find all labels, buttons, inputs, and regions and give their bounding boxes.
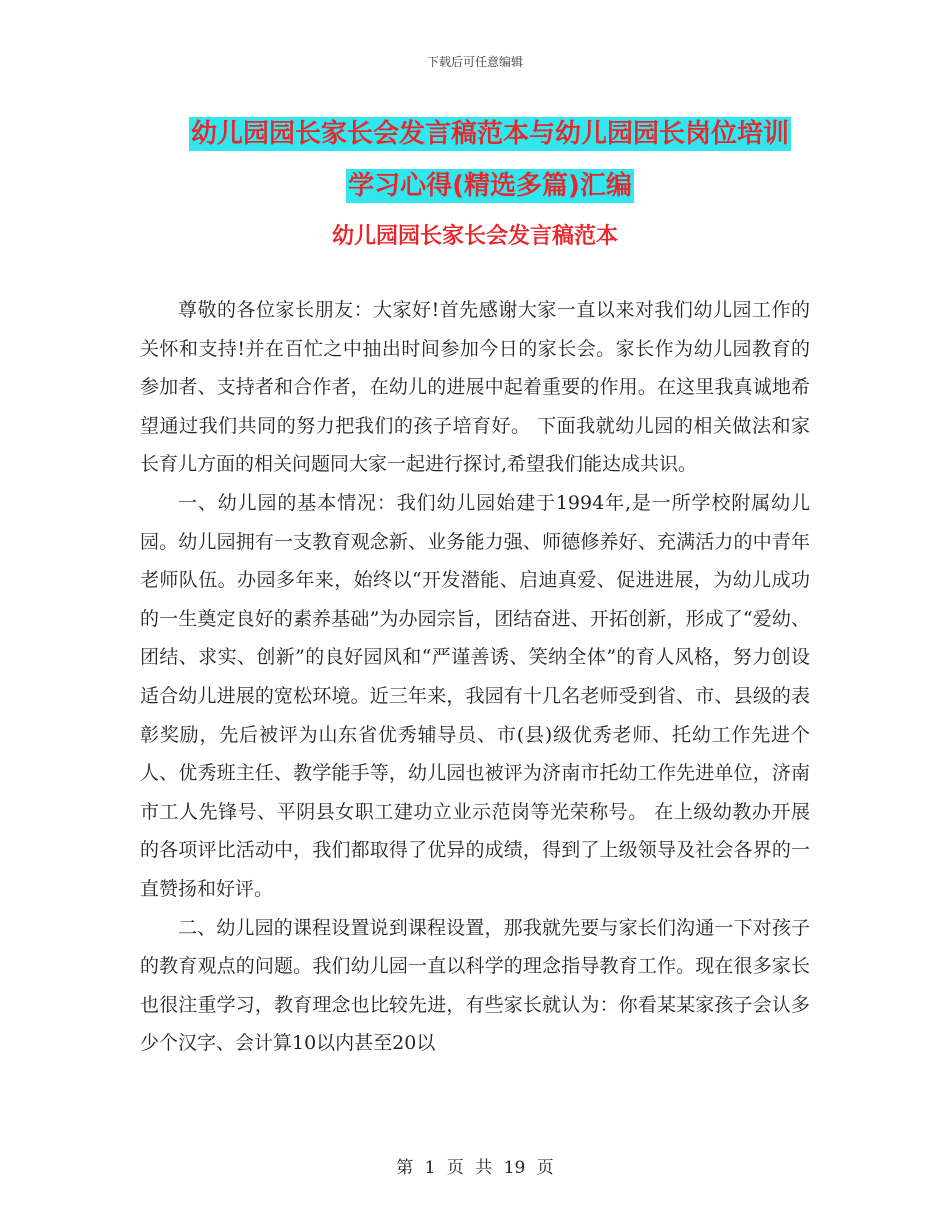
title-highlight-1: 幼儿园园长家长会发言稿范本与幼儿园园长岗位培训 xyxy=(190,119,789,149)
section-title: 幼儿园园长家长会发言稿范本 xyxy=(331,224,618,249)
paragraph-1: 尊敬的各位家长朋友：大家好!首先感谢大家一直以来对我们幼儿园工作的关怀和支持!并在百忙之中抽出时间参加今日的家长会。家长作为幼儿园教育的参加者、支持者和合作者，在幼儿的进展中起着重要的作用。在这里我真诚地希望通过我们共同的努力把我们的孩子培育好。 下面我就幼儿园的相关做法和家长育儿方面的相关问题同大家一起进行探讨,希望我们能达成共识。 xyxy=(140,299,810,476)
paragraph-2: 一、幼儿园的基本情况：我们幼儿园始建于1994年,是一所学校附属幼儿园。幼儿园拥有一支教育观念新、业务能力强、师德修养好、充满活力的中青年老师队伍。办园多年来，始终以“开发潜能、启迪真爱、促进进展，为幼儿成功的一生奠定良好的素养基础”为办园宗旨，团结奋进、开拓创新，形成了“爱幼、团结、求实、创新”的良好园风和“严谨善诱、笑纳全体”的育人风格，努力创设适合幼儿进展的宽松环境。近三年来，我园有十几名老师受到省、市、县级的表彰奖励，先后被评为山东省优秀辅导员、市(县)级优秀老师、托幼工作先进个人、优秀班主任、教学能手等，幼儿园也被评为济南市托幼工作先进单位，济南市工人先锋号、平阴县女职工建功立业示范岗等光荣称号。 在上级幼教办开展的各项评比活动中，我们都取得了优异的成绩，得到了上级领导及社会各界的一直赞扬和好评。 xyxy=(140,491,810,900)
document-title-line-2 xyxy=(140,160,840,212)
document-body xyxy=(140,291,810,1063)
paragraph-3: 二、幼儿园的课程设置说到课程设置，那我就先要与家长们沟通一下对孩子的教育观点的问题。我们幼儿园一直以科学的理念指导教育工作。现在很多家长也很注重学习，教育理念也比较先进，有些家长就认为：你看某某家孩子会认多少个汉字、会计算10以内甚至20以 xyxy=(140,916,810,1055)
title-highlight-2: 学习心得(精选多篇)汇编 xyxy=(348,171,632,201)
document-title-line-1 xyxy=(140,108,840,160)
page-number: 第 1 页 共 19 页 xyxy=(396,1158,554,1178)
page-header-note: 下载后可任意编辑 xyxy=(426,55,523,69)
document-title xyxy=(140,108,840,212)
